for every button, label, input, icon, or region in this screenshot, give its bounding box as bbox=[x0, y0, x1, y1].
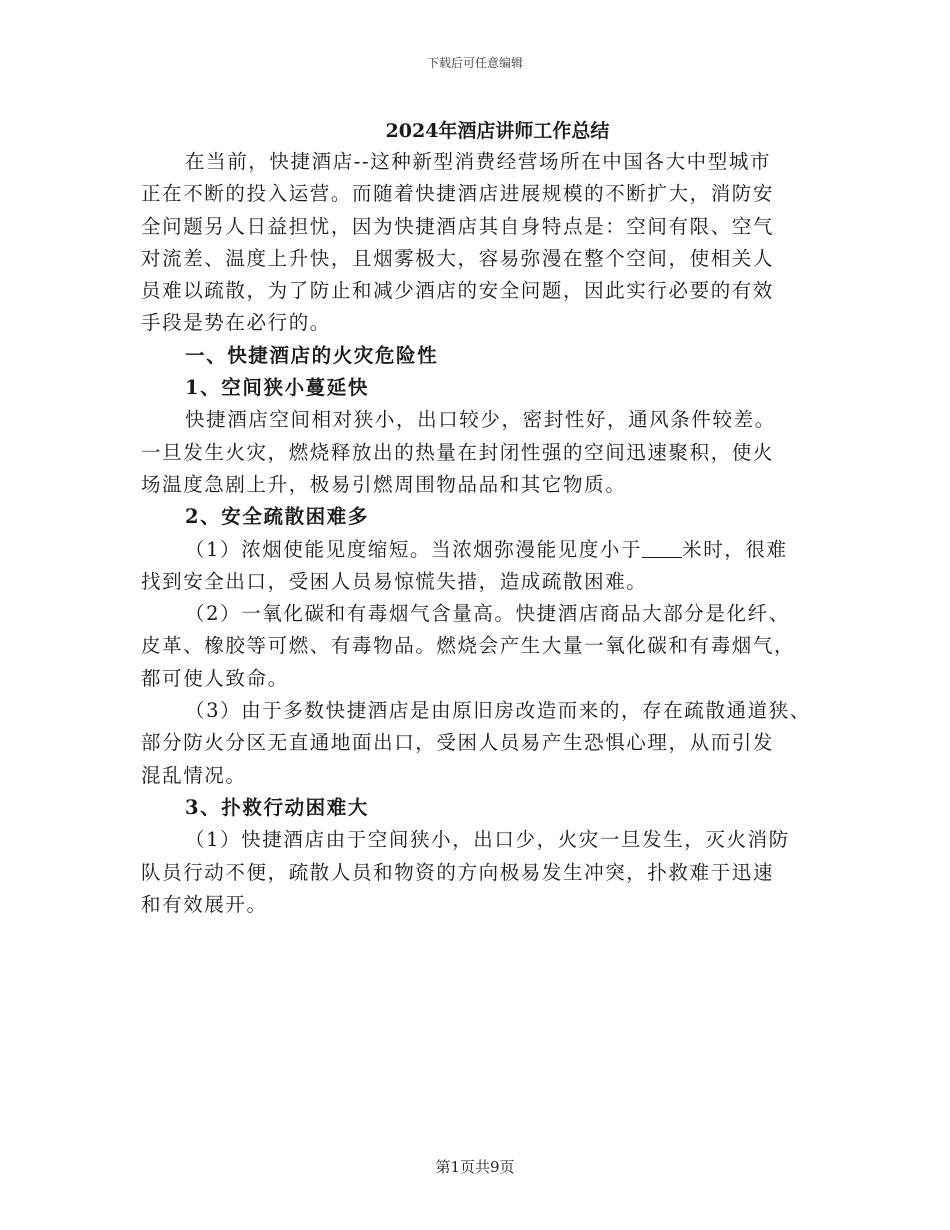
line-text: 员难以疏散，为了防止和减少酒店的安全问题，因此实行必要的有效 bbox=[141, 279, 775, 303]
line-text: 皮革、橡胶等可燃、有毒物品。燃烧会产生大量一氧化碳和有毒烟气， bbox=[141, 634, 796, 658]
line-text: 都可使人致命。 bbox=[141, 666, 289, 690]
body-line bbox=[141, 663, 821, 695]
body-line bbox=[141, 469, 821, 501]
line-text: 队员行动不便，疏散人员和物资的方向极易发生冲突，扑救难于迅速 bbox=[141, 860, 775, 884]
line-text: 快捷酒店空间相对狭小，出口较少，密封性好，通风条件较差。 bbox=[185, 408, 776, 432]
line-text: 2、安全疏散困难多 bbox=[185, 505, 369, 529]
line-text: 在当前，快捷酒店--这种新型消费经营场所在中国各大中型城市 bbox=[185, 150, 772, 173]
line-text: 一、快捷酒店的火灾危险性 bbox=[185, 343, 439, 367]
line-text: 场温度急剧上升，极易引燃周围物品品和其它物质。 bbox=[141, 472, 627, 496]
line-text: 手段是势在必行的。 bbox=[141, 311, 331, 335]
body-line bbox=[141, 566, 821, 598]
document-body bbox=[141, 146, 821, 921]
body-line bbox=[141, 307, 821, 339]
line-text-after-blank: 米时，很难 bbox=[682, 537, 788, 561]
line-text: 混乱情况。 bbox=[141, 763, 247, 787]
body-line bbox=[141, 146, 821, 178]
body-line bbox=[141, 727, 821, 759]
line-text: 部分防火分区无直通地面出口，受困人员易产生恐惧心理，从而引发 bbox=[141, 731, 775, 755]
line-text: （2）一氧化碳和有毒烟气含量高。快捷酒店商品大部分是化纤、 bbox=[185, 602, 790, 626]
line-text: 对流差、温度上升快，且烟雾极大，容易弥漫在整个空间，使相关人 bbox=[141, 246, 775, 270]
line-text: 正在不断的投入运营。而随着快捷酒店进展规模的不断扩大，消防安 bbox=[141, 182, 775, 206]
line-text: 全问题另人日益担忧，因为快捷酒店其自身特点是：空间有限、空气 bbox=[141, 214, 775, 238]
line-text: 一旦发生火灾，燃烧释放出的热量在封闭性强的空间迅速聚积，使火 bbox=[141, 440, 775, 464]
line-text: 1、空间狭小蔓延快 bbox=[185, 376, 369, 400]
header-note: 下载后可任意编辑 bbox=[426, 56, 523, 70]
body-line bbox=[141, 857, 821, 889]
line-text: （3）由于多数快捷酒店是由原旧房改造而来的，存在疏散通道狭、 bbox=[185, 699, 811, 723]
document-title: 2024年酒店讲师工作总结 bbox=[385, 120, 610, 142]
body-line bbox=[141, 404, 821, 436]
page-footer: 第1页共9页 bbox=[435, 1158, 515, 1176]
body-line bbox=[141, 178, 821, 210]
body-line bbox=[141, 889, 821, 921]
section-heading bbox=[141, 792, 821, 824]
body-line bbox=[141, 630, 821, 662]
line-text: （1）快捷酒店由于空间狭小，出口少，火灾一旦发生，灭火消防 bbox=[185, 828, 790, 852]
body-line bbox=[141, 824, 821, 856]
body-line bbox=[141, 695, 821, 727]
section-heading bbox=[141, 340, 821, 372]
section-heading bbox=[141, 501, 821, 533]
body-line bbox=[141, 760, 821, 792]
body-line bbox=[141, 598, 821, 630]
body-line bbox=[141, 534, 821, 566]
body-line bbox=[141, 437, 821, 469]
line-text: 和有效展开。 bbox=[141, 892, 268, 916]
body-line bbox=[141, 211, 821, 243]
line-text: （1）浓烟使能见度缩短。当浓烟弥漫能见度小于 bbox=[185, 537, 643, 561]
body-line bbox=[141, 243, 821, 275]
body-line bbox=[141, 275, 821, 307]
line-text: 找到安全出口，受困人员易惊慌失措，造成疏散困难。 bbox=[141, 569, 648, 593]
section-heading bbox=[141, 372, 821, 404]
fill-in-blank bbox=[642, 539, 682, 558]
line-text: 3、扑救行动困难大 bbox=[185, 795, 369, 819]
